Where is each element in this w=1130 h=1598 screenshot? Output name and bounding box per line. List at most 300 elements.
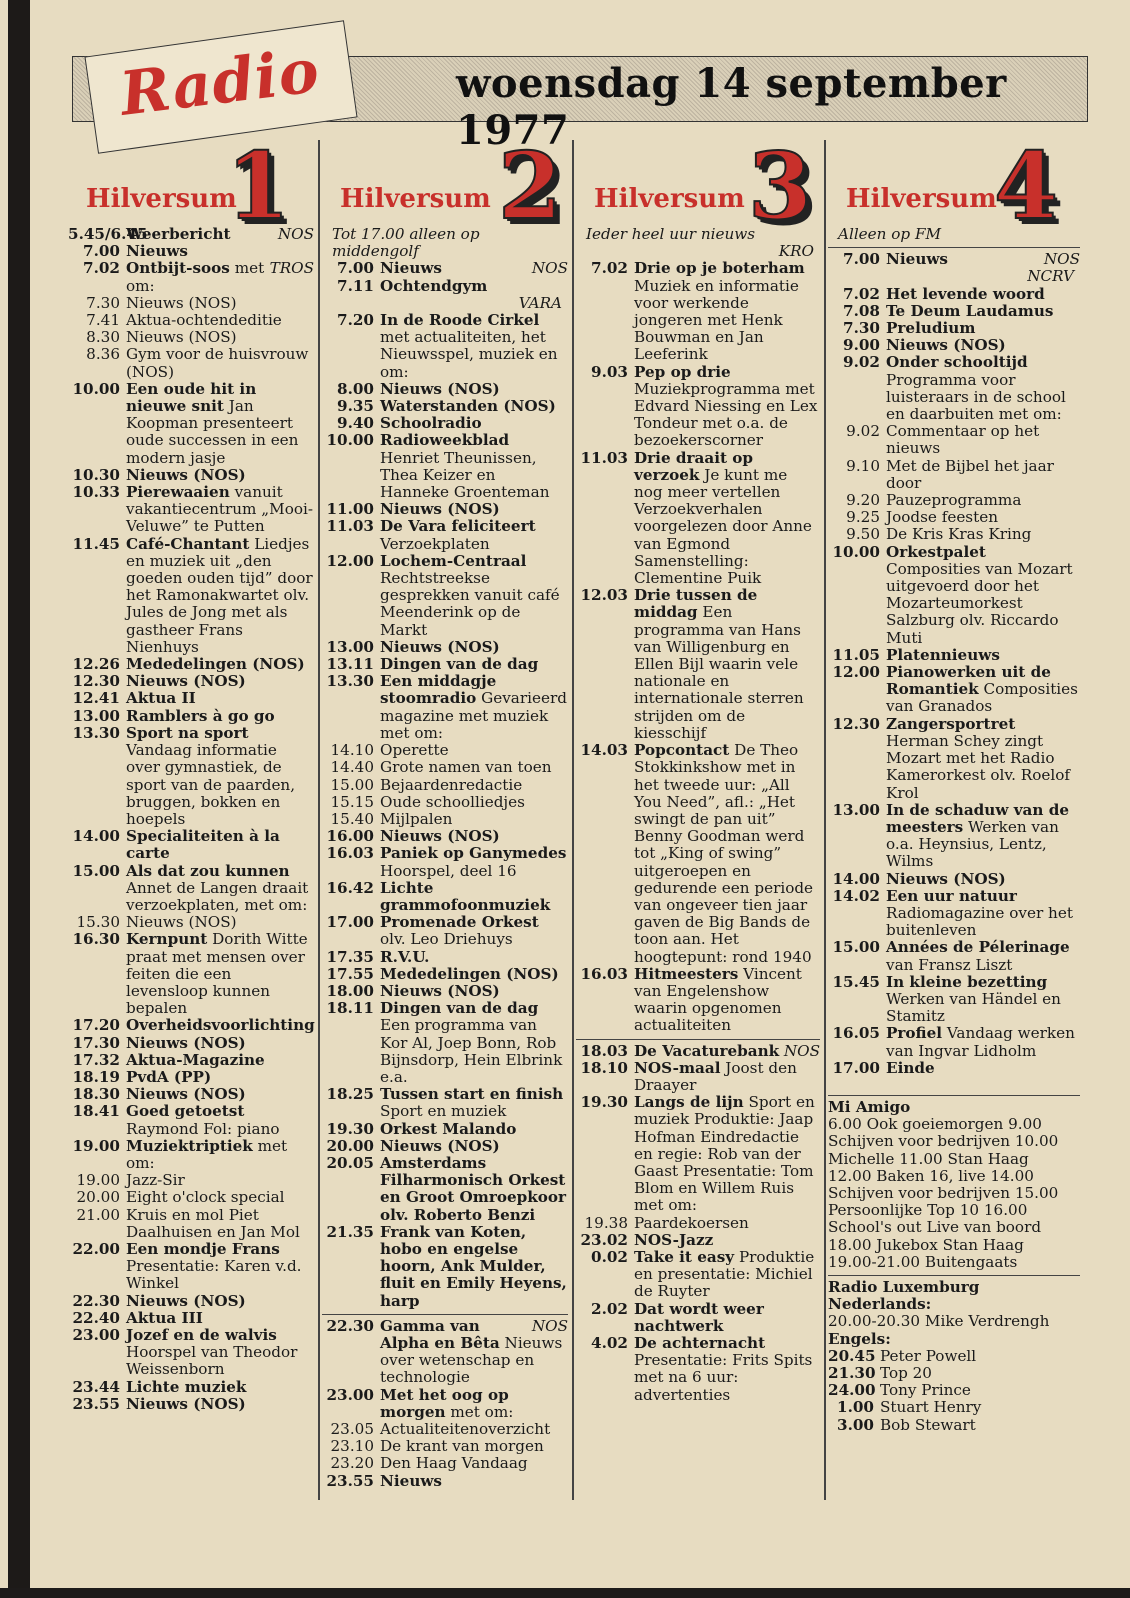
entry-time: 16.30 <box>72 930 120 949</box>
entry-description: Joodse feesten <box>886 508 998 527</box>
entry-body <box>126 295 314 312</box>
schedule-entry <box>828 354 1080 423</box>
entry-time: 8.00 <box>337 379 374 398</box>
entry-time: 18.10 <box>580 1058 628 1077</box>
entry-title: Nieuws <box>126 242 188 261</box>
entry-time: 18.00 <box>326 981 374 1000</box>
schedule-entry <box>68 1052 314 1069</box>
entry-time: 12.00 <box>326 551 374 570</box>
column-intro: Tot 17.00 alleen op middengolf <box>332 225 480 261</box>
entry-title: PvdA (PP) <box>126 1067 212 1086</box>
schedule-entry <box>322 656 568 673</box>
english-label: Engels: <box>828 1329 891 1348</box>
previous-page-edge <box>0 0 8 1598</box>
entry-title: Nieuws (NOS) <box>126 1394 246 1413</box>
entry-title: Pep op drie <box>634 362 731 381</box>
entry-time: 15.00 <box>832 938 880 957</box>
entry-description: Muziekprogramma met Edvard Niessing en Lex Tondeur met o.a. de bezoekerscorner <box>634 379 818 450</box>
entry-time: 22.30 <box>72 1291 120 1310</box>
schedule-entry <box>322 794 568 811</box>
schedule-entry <box>68 1017 314 1034</box>
entry-time: 7.00 <box>83 242 120 261</box>
schedule-entry <box>322 1138 568 1155</box>
entry-time: 20.00 <box>76 1188 120 1207</box>
entry-title: Onder schooltijd <box>886 353 1028 372</box>
entry-body <box>126 312 314 329</box>
luxemburg-entry <box>828 1348 1080 1365</box>
entry-time: 23.02 <box>580 1230 628 1249</box>
schedule-entry <box>576 742 820 966</box>
entry-description: Oude schoolliedjes <box>380 792 525 811</box>
entry-title: Dingen van de dag <box>380 655 539 674</box>
entry-time: 11.00 <box>326 500 374 519</box>
schedule-entry <box>68 1241 314 1293</box>
entry-title: Nieuws (NOS) <box>380 981 500 1000</box>
entry-body <box>380 1155 568 1224</box>
schedule-entry <box>322 1421 568 1438</box>
entry-description: Eight o'clock special <box>126 1188 285 1207</box>
entry-body <box>886 526 1080 543</box>
entry-body <box>886 716 1080 802</box>
entry-time: 21.00 <box>76 1205 120 1224</box>
entry-title: Nieuws (NOS) <box>886 869 1006 888</box>
entry-time: 22.40 <box>72 1308 120 1327</box>
schedule-entry <box>68 725 314 828</box>
schedule-entry <box>322 880 568 914</box>
entry-time: 12.30 <box>832 714 880 733</box>
divider-rule <box>828 247 1080 248</box>
entry-body <box>380 966 568 983</box>
entry-title: Nieuws (NOS) <box>126 1085 246 1104</box>
entry-body <box>634 1094 820 1214</box>
entry-time: 13.00 <box>72 706 120 725</box>
schedule-entry <box>68 1035 314 1052</box>
entry-body <box>886 354 1080 423</box>
entry-body <box>380 742 568 759</box>
entry-time: 19.30 <box>326 1119 374 1138</box>
entry-body <box>380 1438 568 1455</box>
entry-body <box>634 966 820 1035</box>
entry-time: 9.00 <box>843 336 880 355</box>
entry-title: Muziektriptiek <box>126 1136 253 1155</box>
entry-description: Sport en muziek <box>380 1102 507 1121</box>
station-name: Hilversum <box>86 184 237 214</box>
entry-description: Muziek en informatie voor werkende jongeren met Henk Bouwman en Jan Leeferink <box>634 276 799 364</box>
entry-title: Aktua II <box>126 689 196 708</box>
schedule-entry <box>322 518 568 552</box>
schedule-entry <box>322 742 568 759</box>
entry-description: Dorith Witte praat met mensen over feiten die een levensloop kunnen bepalen <box>126 930 308 1018</box>
entry-description: Mijlpalen <box>380 809 453 828</box>
entry-body <box>634 1215 820 1232</box>
schedule-entry <box>828 716 1080 802</box>
entry-title: In kleine bezetting <box>886 972 1048 991</box>
entry-description: Rechtstreekse gesprekken vanuit café Meenderink op de Markt <box>380 569 560 639</box>
entry-body <box>126 1069 314 1086</box>
entry-time: 21.30 <box>828 1364 876 1382</box>
entry-time: 17.55 <box>326 964 374 983</box>
schedule-entry <box>322 312 568 381</box>
schedule-list <box>576 226 820 1404</box>
entry-title: Schoolradio <box>380 414 482 433</box>
entry-title: Nieuws (NOS) <box>126 1291 246 1310</box>
entry-title: Paniek op Ganymedes <box>380 844 567 863</box>
schedule-entry <box>68 1069 314 1086</box>
entry-title: Orkestpalet <box>886 542 986 561</box>
entry-title: Tony Prince <box>880 1381 971 1400</box>
schedule-entry <box>68 673 314 690</box>
luxemburg-entry <box>828 1365 1080 1382</box>
entry-description: De Theo Stokkinkshow met in het tweede uur: „All You Need”, afl.: „Het swingt de pan uit” Benny Goodman werd tot „King of swing” uitgeroepen en gedurende een periode van ongeveer tien jaar gaven de Big Bands de toon aan. Het hoogtepunt: rond 1940 <box>634 741 814 966</box>
schedule-entry <box>322 1224 568 1310</box>
entry-body <box>126 1189 314 1206</box>
entry-description: Je kunt me nog meer vertellen Verzoekverhalen voorgelezen door Anne van Egmond Samenstelling: Clementine Puik <box>634 465 812 588</box>
schedule-entry <box>68 1172 314 1189</box>
entry-body <box>886 303 1080 320</box>
entry-body <box>634 1060 820 1094</box>
entry-body <box>380 553 568 639</box>
entry-body <box>126 656 314 673</box>
entry-time: 12.30 <box>72 672 120 691</box>
divider-rule <box>322 1314 568 1315</box>
entry-title: Peter Powell <box>880 1346 977 1365</box>
schedule-entry <box>576 1249 820 1301</box>
entry-time: 8.30 <box>86 328 120 347</box>
divider-rule <box>828 1095 1080 1096</box>
entry-body <box>380 914 568 948</box>
schedule-entry <box>68 295 314 312</box>
column-divider <box>572 140 574 1500</box>
schedule-entry <box>576 450 820 588</box>
entry-description: De Kris Kras Kring <box>886 525 1032 544</box>
entry-body <box>126 914 314 931</box>
entry-title: R.V.U. <box>380 947 430 966</box>
entry-time: 7.11 <box>337 276 374 295</box>
entry-time: 9.02 <box>843 353 880 372</box>
entry-title: Lichte grammofoonmuziek <box>380 878 551 914</box>
entry-body <box>380 1000 568 1086</box>
entry-time: 9.20 <box>846 491 880 510</box>
entry-body <box>380 828 568 845</box>
entry-title: Overheidsvoorlichting <box>126 1016 315 1035</box>
entry-time: 11.45 <box>72 534 120 553</box>
entry-description: Nieuws (NOS) <box>126 913 237 932</box>
entry-time: 10.00 <box>326 431 374 450</box>
schedule-entry <box>322 553 568 639</box>
entry-time: 23.00 <box>326 1385 374 1404</box>
entry-title: Dingen van de dag <box>380 999 539 1018</box>
entry-body <box>126 725 314 828</box>
entry-time: 15.40 <box>330 809 374 828</box>
entry-time: 18.19 <box>72 1067 120 1086</box>
entry-time: 11.03 <box>326 517 374 536</box>
schedule-entry <box>322 845 568 879</box>
schedule-entry <box>322 1121 568 1138</box>
entry-title: Bob Stewart <box>880 1415 976 1434</box>
entry-description: Jan Koopman presenteert oude successen in een modern jasje <box>126 397 299 467</box>
entry-body <box>380 949 568 966</box>
entry-time: 17.00 <box>326 913 374 932</box>
entry-title: Als dat zou kunnen <box>126 861 290 880</box>
schedule-entry <box>68 1138 314 1172</box>
schedule-entry <box>322 1318 568 1387</box>
schedule-entry <box>68 467 314 484</box>
entry-body <box>886 647 1080 664</box>
entry-title: Frank van Koten, hobo en engelse hoorn, Ank Mulder, fluit en Emily Heyens, harp <box>380 1222 567 1310</box>
entry-time: 20.00 <box>326 1136 374 1155</box>
entry-time: 14.03 <box>580 741 628 760</box>
entry-time: 13.30 <box>326 672 374 691</box>
entry-time: 9.25 <box>846 508 880 527</box>
entry-body <box>886 871 1080 888</box>
entry-body <box>126 381 314 467</box>
schedule-entry <box>322 811 568 828</box>
entry-body <box>380 432 568 501</box>
entry-body <box>126 484 314 536</box>
entry-title: Lichte muziek <box>126 1377 247 1396</box>
schedule-entry <box>322 949 568 966</box>
entry-description: Nieuws (NOS) <box>126 328 237 347</box>
entry-description: van Fransz Liszt <box>886 955 1013 974</box>
entry-body <box>126 243 314 260</box>
entry-body <box>380 1455 568 1472</box>
entry-time: 17.00 <box>832 1058 880 1077</box>
entry-title: Een uur natuur <box>886 886 1017 905</box>
schedule-entry <box>322 260 568 277</box>
entry-time: 7.00 <box>843 250 880 269</box>
schedule-list <box>828 226 1080 1434</box>
entry-time: 10.00 <box>832 542 880 561</box>
entry-title: Aktua-Magazine <box>126 1050 265 1069</box>
entry-title: De Vacaturebank <box>634 1041 780 1060</box>
entry-body <box>126 708 314 725</box>
entry-body <box>634 1335 820 1404</box>
entry-title: Pierewaaien <box>126 483 230 502</box>
entry-time: 23.05 <box>330 1420 374 1439</box>
entry-title: Jozef en de walvis <box>126 1326 277 1344</box>
entry-description: Joost den Draayer <box>634 1058 797 1094</box>
entry-description: Kruis en mol Piet Daalhuisen en Jan Mol <box>126 1205 300 1241</box>
entry-time: 23.00 <box>72 1326 120 1344</box>
entry-time: 0.02 <box>591 1247 628 1266</box>
entry-broadcaster: NOS <box>531 259 568 278</box>
schedule-entry <box>322 828 568 845</box>
entry-body <box>886 974 1080 1026</box>
entry-title: Nieuws <box>380 1471 442 1490</box>
entry-body <box>126 467 314 484</box>
entry-time: 7.08 <box>843 301 880 320</box>
entry-time: 9.03 <box>591 362 628 381</box>
entry-body <box>886 509 1080 526</box>
schedule-entry <box>828 544 1080 647</box>
entry-time: 10.30 <box>72 465 120 484</box>
entry-time: 9.50 <box>846 525 880 544</box>
entry-title: Goed getoetst <box>126 1102 245 1121</box>
entry-time: 12.26 <box>72 655 120 674</box>
entry-description: Composities van Mozart uitgevoerd door het Mozarteumorkest Salzburg olv. Riccardo Muti <box>886 559 1073 647</box>
entry-time: 9.35 <box>337 397 374 416</box>
entry-body <box>126 1379 314 1396</box>
entry-body <box>380 260 568 277</box>
entry-description: Raymond Fol: piano <box>126 1119 280 1138</box>
station-number: 1 <box>226 132 291 240</box>
divider-rule <box>828 1275 1080 1276</box>
entry-body <box>886 251 1080 268</box>
station-number: 3 <box>748 132 813 240</box>
entry-time: 1.00 <box>837 1398 874 1417</box>
schedule-entry <box>322 639 568 656</box>
entry-body <box>380 415 568 432</box>
entry-time: 3.00 <box>837 1415 874 1434</box>
schedule-list <box>322 226 568 1490</box>
entry-body <box>634 587 820 742</box>
schedule-entry <box>576 1094 820 1214</box>
entry-body <box>380 794 568 811</box>
entry-time: 7.02 <box>843 284 880 303</box>
entry-title: Lochem-Centraal <box>380 551 527 570</box>
entry-time: 13.11 <box>326 655 374 674</box>
entry-title: In de schaduw van de meesters <box>886 800 1069 836</box>
entry-body <box>380 1121 568 1138</box>
schedule-entry <box>828 251 1080 268</box>
schedule-entry <box>828 320 1080 337</box>
entry-broadcaster: NOS <box>531 1316 568 1335</box>
schedule-entry <box>68 931 314 1017</box>
entry-title: Nieuws (NOS) <box>126 465 246 484</box>
luxemburg-entry <box>828 1417 1080 1434</box>
entry-body <box>380 1224 568 1310</box>
entry-description: Presentatie: Frits Spits met na 6 uur: advertenties <box>634 1351 813 1404</box>
entry-body <box>886 423 1080 457</box>
entry-body <box>380 983 568 1000</box>
entry-time: 15.30 <box>76 913 120 932</box>
entry-time: 10.33 <box>72 483 120 502</box>
entry-title: In de Roode Cirkel <box>380 311 540 330</box>
schedule-entry <box>68 1103 314 1137</box>
entry-time: 18.03 <box>580 1041 628 1060</box>
entry-body <box>886 802 1080 871</box>
entry-description: Jazz-Sir <box>126 1171 185 1190</box>
entry-description: Werken van o.a. Heynsius, Lentz, Wilms <box>886 817 1059 871</box>
schedule-entry <box>68 243 314 260</box>
entry-body <box>380 673 568 742</box>
entry-body <box>380 1086 568 1120</box>
entry-body <box>380 381 568 398</box>
entry-title: Amsterdams Filharmonisch Orkest en Groot Omroepkoor olv. Roberto Benzi <box>380 1153 567 1224</box>
broadcast-date: woensdag 14 september 1977 <box>456 60 1007 154</box>
entry-broadcaster: NOS <box>783 1041 820 1060</box>
station-name: Hilversum <box>594 184 745 214</box>
entry-time: 13.00 <box>832 800 880 819</box>
entry-description: Actualiteitenoverzicht <box>380 1420 551 1439</box>
schedule-entry <box>68 828 314 862</box>
entry-description: Sport en muziek Produktie: Jaap Hofman Eindredactie en regie: Rob van der Gaast Presentatie: Tom Blom en Willem Ruis met om: <box>634 1093 815 1215</box>
entry-title: Een mondje Frans <box>126 1239 280 1258</box>
schedule-entry <box>828 1060 1080 1077</box>
entry-description: Aktua-ochtendeditie <box>126 311 282 330</box>
entry-description: De krant van morgen <box>380 1437 544 1456</box>
entry-description: Vandaag informatie over gymnastiek, de sport van de paarden, bruggen, bokken en hoepels <box>126 741 296 828</box>
entry-title: Café-Chantant <box>126 534 250 553</box>
entry-description: Operette <box>380 741 449 760</box>
schedule-entry <box>828 423 1080 457</box>
entry-body <box>886 888 1080 940</box>
schedule-entry <box>68 346 314 380</box>
entry-description: Gevarieerd magazine met muziek met om: <box>380 689 567 742</box>
entry-description: Annet de Langen draait verzoekplaten, met om: <box>126 878 309 914</box>
entry-time: 12.41 <box>72 689 120 708</box>
schedule-entry <box>322 1387 568 1421</box>
dutch-label: Nederlands: <box>828 1295 932 1314</box>
station-name: Hilversum <box>340 184 491 214</box>
schedule-entry <box>68 536 314 656</box>
entry-time: 22.30 <box>326 1316 374 1335</box>
schedule-entry <box>576 966 820 1035</box>
entry-body <box>126 1172 314 1189</box>
schedule-entry <box>576 1215 820 1232</box>
entry-description: Hoorspel van Theodor Weissenborn <box>126 1343 298 1379</box>
schedule-entry <box>576 1301 820 1335</box>
entry-title: Top 20 <box>880 1364 932 1382</box>
entry-title: Waterstanden (NOS) <box>380 397 556 416</box>
schedule-entry <box>322 914 568 948</box>
schedule-entry <box>828 337 1080 354</box>
entry-time: 14.00 <box>832 869 880 888</box>
schedule-entry <box>322 278 568 295</box>
schedule-entry <box>68 484 314 536</box>
entry-title: Met het oog op morgen <box>380 1385 509 1421</box>
entry-title: Einde <box>886 1058 935 1077</box>
entry-time: 16.05 <box>832 1024 880 1043</box>
schedule-entry <box>322 673 568 742</box>
schedule-entry <box>828 871 1080 888</box>
entry-body <box>634 364 820 450</box>
entry-time: 23.44 <box>72 1377 120 1396</box>
entry-body <box>380 1421 568 1438</box>
entry-title: Ontbijt-soos <box>126 259 230 278</box>
schedule-entry <box>68 1086 314 1103</box>
entry-title: Nieuws (NOS) <box>126 1033 246 1052</box>
schedule-entry <box>68 260 314 294</box>
entry-body <box>634 1232 820 1249</box>
luxemburg-entry <box>828 1399 1080 1416</box>
entry-body <box>126 329 314 346</box>
entry-body <box>634 1301 820 1335</box>
entry-title: Nieuws <box>886 250 948 269</box>
radio-title: Radio <box>116 36 324 130</box>
entry-body <box>126 1396 314 1413</box>
entry-body <box>380 811 568 828</box>
entry-title: Drie tussen de middag <box>634 586 758 622</box>
entry-title: Te Deum Laudamus <box>886 301 1054 320</box>
schedule-entry <box>322 1086 568 1120</box>
entry-body <box>380 777 568 794</box>
entry-body <box>126 1052 314 1069</box>
column-hilversum-4 <box>828 132 1080 1434</box>
schedule-entry <box>828 1025 1080 1059</box>
entry-time: 13.00 <box>326 637 374 656</box>
entry-title: Platennieuws <box>886 645 1000 664</box>
entry-body <box>380 518 568 552</box>
schedule-entry <box>576 587 820 742</box>
entry-time: 13.30 <box>72 723 120 742</box>
entry-time: 10.00 <box>72 379 120 398</box>
station-header <box>322 132 568 240</box>
entry-description: Radiomagazine over het buitenleven <box>886 903 1073 940</box>
mi-amigo-title: Mi Amigo <box>828 1097 911 1116</box>
entry-title: Dat wordt weer nachtwerk <box>634 1299 764 1335</box>
entry-body <box>886 458 1080 492</box>
